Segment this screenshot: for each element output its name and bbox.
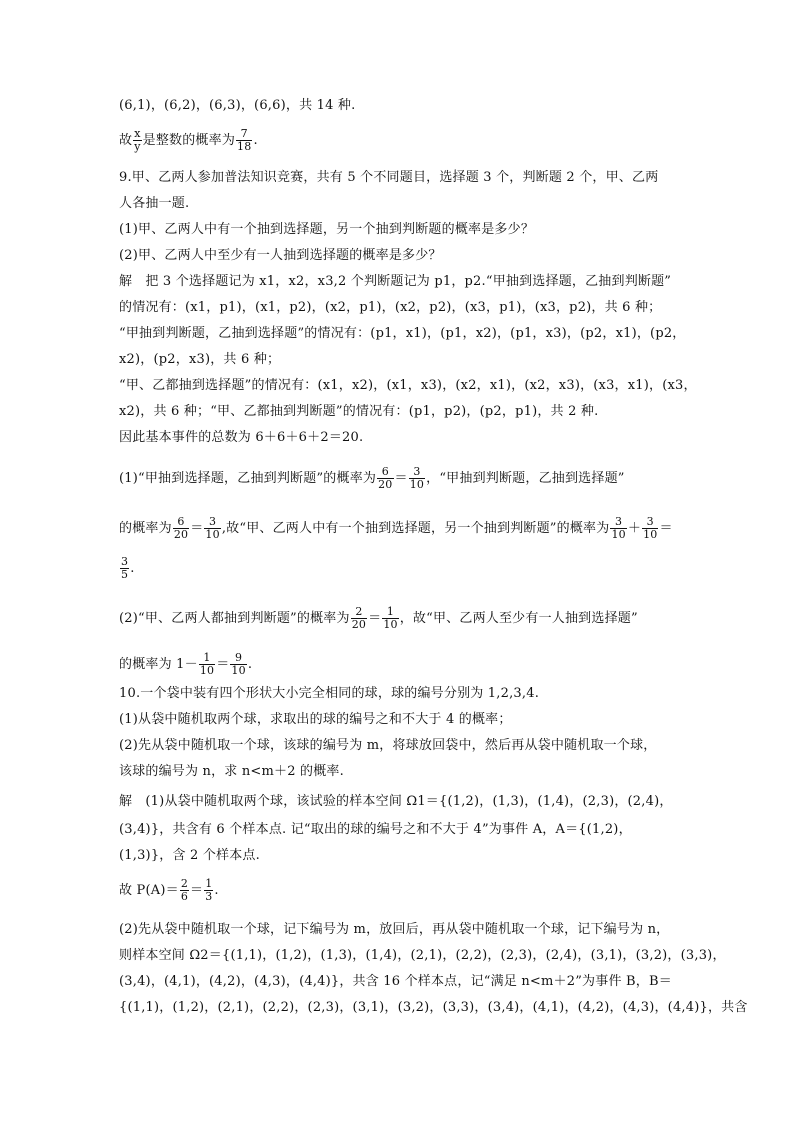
equals: ＝: [368, 611, 382, 626]
text-segment: (2)“甲、乙两人都抽到判断题”的概率为: [119, 611, 350, 626]
denominator: 10: [231, 664, 246, 677]
numerator: 6: [377, 466, 393, 479]
denominator: 18: [237, 140, 252, 153]
text-segment: 的概率为: [119, 521, 172, 536]
question-2-cont: 该球的编号为 n，求 n<m＋2 的概率.: [119, 764, 344, 779]
numerator: 3: [610, 516, 626, 529]
period: .: [214, 883, 219, 898]
solution-line: “甲、乙都抽到选择题”的情况有：(x1，x2)，(x1，x3)，(x2，x1)，(x2，x3)，(x3，x1)，(x3，: [119, 378, 697, 393]
fraction: [199, 652, 215, 677]
solution-line: 因此基本事件的总数为 6＋6＋6＋2＝20.: [119, 430, 364, 445]
denominator: 3: [205, 890, 213, 903]
denominator: 10: [199, 664, 215, 677]
numerator: 3: [121, 555, 129, 568]
denominator: 5: [121, 568, 129, 581]
solution-line: [119, 652, 679, 677]
numerator: 3: [642, 516, 658, 529]
period: .: [130, 561, 135, 576]
solution-line: x2)，(p2，x3)，共 6 种；: [119, 352, 281, 367]
solution-line: [119, 556, 679, 581]
fraction: [180, 878, 189, 903]
solution-line: (1,3)}，含 2 个样本点.: [119, 848, 260, 863]
question-2: (2)先从袋中随机取一个球，该球的编号为 m，将球放回袋中，然后再从袋中随机取一个球，: [119, 738, 657, 753]
problem-9-line-2: 人各抽一题.: [119, 196, 190, 211]
plus: ＋: [627, 521, 642, 536]
fraction: [642, 516, 658, 541]
equals: ＝: [394, 471, 408, 486]
numerator: 3: [409, 466, 425, 479]
fraction: [230, 652, 246, 677]
denominator: 10: [643, 528, 658, 541]
solution-line: 解 (1)从袋中随机取两个球，该试验的样本空间 Ω1＝{(1,2)，(1,3)，(1,4)，(2,3)，(2,4)，: [119, 794, 673, 809]
fraction: [204, 878, 213, 903]
numerator: 2: [180, 877, 189, 890]
denominator: 20: [351, 618, 367, 631]
solution-line: x2)，共 6 种；“甲、乙都抽到判断题”的情况有：(p1，p2)，(p2，p1)，共 2 种.: [119, 404, 599, 419]
solution-line: (3,4)，(4,1)，(4,2)，(4,3)，(4,4)}，共含 16 个样本点，记“满足 n<m＋2”为事件 B，B＝: [119, 974, 672, 989]
fraction: [173, 516, 189, 541]
denominator: 20: [173, 528, 189, 541]
fraction: [236, 128, 252, 153]
problem-10-line-1: 10.一个袋中装有四个形状大小完全相同的球，球的编号分别为 1,2,3,4.: [119, 686, 540, 701]
fraction: [409, 466, 425, 491]
text-segment: 故: [119, 133, 133, 148]
fraction: [120, 556, 129, 581]
solution-line: “甲抽到判断题，乙抽到选择题”的情况有：(p1，x1)，(p1，x2)，(p1，x3)，(p2，x1)，(p2，: [119, 326, 686, 341]
numerator: 9: [230, 652, 246, 665]
fraction: [610, 516, 626, 541]
solution-line: (3,4)}，共含有 6 个样本点. 记“取出的球的编号之和不大于 4”为事件 A，A＝{(1,2)，: [119, 822, 632, 837]
numerator: 2: [351, 606, 367, 619]
period: .: [247, 657, 253, 672]
solution-line: 则样本空间 Ω2＝{(1,1)，(1,2)，(1,3)，(1,4)，(2,1)，(2,2)，(2,3)，(2,4)，(3,1)，(3,2)，(3,3)，: [119, 948, 726, 963]
solution-line: {(1,1)，(1,2)，(2,1)，(2,2)，(2,3)，(3,1)，(3,2)，(3,3)，(3,4)，(4,1)，(4,2)，(4,3)，(4,4)}，共含: [119, 1000, 748, 1015]
text-segment: ,故“甲、乙两人中有一个抽到选择题，另一个抽到判断题”的概率为: [221, 521, 610, 536]
fraction: [382, 606, 398, 631]
text-segment: 故 P(A)＝: [119, 883, 179, 898]
denominator: y: [134, 140, 141, 153]
fraction: [377, 466, 393, 491]
text-segment: 是整数的概率为: [142, 133, 236, 148]
period: .: [253, 133, 258, 148]
text-segment: 的概率为 1－: [119, 657, 198, 672]
equals: ＝: [190, 521, 204, 536]
numerator: 7: [236, 128, 252, 141]
numerator: 6: [173, 516, 189, 529]
solution-line: [119, 606, 679, 631]
equals: ＝: [216, 657, 230, 672]
solution-line: 的情况有：(x1，p1)，(x1，p2)，(x2，p1)，(x2，p2)，(x3，p1)，(x3，p2)，共 6 种；: [119, 300, 662, 315]
question-1: (1)甲、乙两人中有一个抽到选择题，另一个抽到判断题的概率是多少？: [119, 222, 535, 237]
denominator: 6: [180, 890, 189, 903]
numerator: 3: [204, 516, 220, 529]
fraction: [351, 606, 367, 631]
solution-line: [119, 516, 679, 541]
question-1: (1)从袋中随机取两个球，求取出的球的编号之和不大于 4 的概率；: [119, 712, 512, 727]
denominator: 10: [611, 528, 626, 541]
denominator: 10: [205, 528, 220, 541]
fraction: [204, 516, 220, 541]
numerator: 1: [199, 652, 215, 665]
equals: ＝: [659, 521, 673, 536]
equals: ＝: [190, 883, 204, 898]
numerator: 1: [382, 606, 398, 619]
solution-line: 解 把 3 个选择题记为 x1，x2，x3,2 个判断题记为 p1，p2.“甲抽到选择题，乙抽到判断题”: [119, 274, 672, 289]
text-segment: ，“甲抽到判断题，乙抽到选择题”: [426, 471, 625, 486]
solution-line: (2)先从袋中随机取一个球，记下编号为 m，放回后，再从袋中随机取一个球，记下编号为 n，: [119, 922, 670, 937]
problem-9-line-1: 9.甲、乙两人参加普法知识竞赛，共有 5 个不同题目，选择题 3 个，判断题 2 个，甲、乙两: [119, 170, 659, 185]
numerator: 1: [205, 877, 213, 890]
question-2: (2)甲、乙两人中至少有一人抽到选择题的概率是多少？: [119, 248, 442, 263]
solution-line: [119, 878, 679, 903]
denominator: 20: [378, 478, 393, 491]
text-segment: ，故“甲、乙两人至少有一人抽到选择题”: [399, 611, 638, 626]
solution-line: [119, 466, 679, 491]
denominator: 10: [409, 478, 425, 491]
text-line: (6,1)，(6,2)，(6,3)，(6,6)，共 14 种.: [119, 98, 356, 113]
text-segment: (1)“甲抽到选择题，乙抽到判断题”的概率为: [119, 471, 377, 486]
text-line: [119, 128, 679, 153]
numerator: x: [134, 127, 141, 140]
denominator: 10: [383, 618, 398, 631]
fraction: [133, 128, 141, 153]
